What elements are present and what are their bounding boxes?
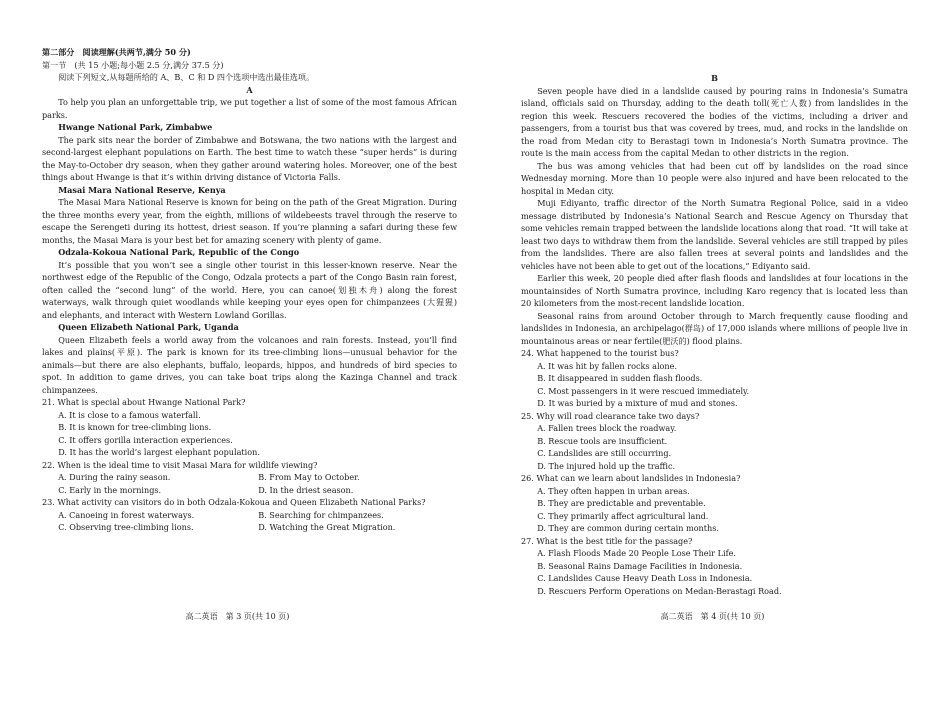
park-title: Queen Elizabeth National Park, Uganda — [58, 322, 239, 332]
park-title: Odzala-Kokoua National Park, Republic of the Congo — [58, 247, 300, 257]
option: B. It is known for tree-climbing lions. — [58, 422, 212, 432]
right-page — [475, 0, 950, 717]
option: A. It is close to a famous waterfall. — [58, 409, 201, 420]
option: A. Canoeing in forest waterways. — [58, 509, 195, 520]
instruction: 阅读下列短文,从每题所给的 A、B、C 和 D 四个选项中选出最佳选项。 — [58, 72, 315, 82]
options-grid — [58, 509, 457, 534]
option: B. Rescue tools are insufficient. — [537, 435, 668, 446]
option: B. Searching for chimpanzees. — [258, 509, 384, 520]
park-text: The park sits near the border of Zimbabwe and Botswana, the two nations with the largest and second-largest elephant populations on Earth. The best time to watch these “super herds” is during the May-to-October dry season, when they gather around watering holes. Moreover, one of the best things about Hwange is that it’s within driving distance of Victoria Falls. — [42, 134, 457, 182]
options-grid — [58, 471, 457, 496]
park-text: Queen Elizabeth feels a world away from the volcanoes and rain forests. Instead, you’ll find lakes and plains(平原). The park is known for its tree-climbing lions—unusual behavior for the animals—but there are also elephants, buffalo, leopards, hippos, and hundreds of bird species to spot. In addition to game drives, you can take boat trips along the Kazinga Channel and track chimpanzees. — [42, 334, 457, 395]
park-title: Hwange National Park, Zimbabwe — [58, 122, 213, 132]
option: B. It disappeared in sudden flash floods. — [537, 373, 703, 383]
option: D. It has the world’s largest elephant population. — [58, 447, 260, 457]
passage-b-paragraph: Seasonal rains from around October through to March frequently cause flooding and landslides in Indonesia, an archipelago(群岛) of 17,000 islands where millions of people live in mountainous areas or near fertile(肥沃的) flood plains. — [521, 310, 908, 346]
question-23: 23. What activity can visitors do in both Odzala-Kokoua and Queen Elizabeth National Parks? — [42, 497, 426, 507]
question-21: 21. What is special about Hwange National Park? — [42, 397, 246, 407]
section-a-label: A — [246, 84, 253, 95]
passage-a-intro: To help you plan an unforgettable trip, we put together a list of some of the most famous African parks. — [42, 97, 457, 120]
option: C. Landslides are still occurring. — [537, 448, 672, 458]
option: D. In the driest season. — [258, 484, 354, 495]
option: C. They primarily affect agricultural land. — [537, 510, 709, 521]
question-25: 25. Why will road clearance take two days? — [521, 410, 700, 421]
option: A. They often happen in urban areas. — [537, 485, 690, 496]
option: B. They are predictable and preventable. — [537, 498, 706, 508]
question-24: 24. What happened to the tourist bus? — [521, 348, 679, 358]
passage-b-paragraph: Muji Ediyanto, traffic director of the North Sumatra Regional Police, said in a video message distributed by Indonesia’s National Search and Rescue Agency on Thursday that some vehicles remain trapped between the landslide locations along that road. “It will take at least two days to withdraw them from the landslide. Several vehicles are still trapped by piles from the landslides. There are also fallen trees at several points and landslides and the vehicles have not been able to get out of the locations,” Ediyanto said. — [521, 198, 908, 271]
option: D. They are common during certain months. — [537, 523, 719, 533]
passage-b-paragraph: The bus was among vehicles that had been cut off by landslides on the road since Wednesday morning. More than 10 people were also injured and have been relocated to the hospital in Medan city. — [521, 160, 908, 196]
option: B. From May to October. — [258, 472, 360, 482]
passage-b-paragraph: Seven people have died in a landslide caused by pouring rains in Indonesia’s Sumatra island, officials said on Thursday, adding to the death toll(死亡人数) from landslides in the region this week. Rescuers recovered the bodies of the victims, including a driver and passengers, from a tourist bus that was covered by trees, mud, and rocks in the landslide on the road from Medan city to Berastagi town in Indonesia’s North Sumatra province. The route is the main access from the capital Medan to other districts in the region. — [521, 85, 908, 158]
part-two-header: 第二部分 阅读理解(共两节,满分 50 分) — [42, 47, 191, 57]
option: A. During the rainy season. — [58, 472, 171, 482]
option: C. Landslides Cause Heavy Death Loss in Indonesia. — [537, 573, 753, 583]
option: A. Flash Floods Made 20 People Lose Their Life. — [537, 548, 736, 558]
question-22: 22. When is the ideal time to visit Masai Mara for wildlife viewing? — [42, 459, 318, 470]
park-title: Masai Mara National Reserve, Kenya — [58, 184, 226, 195]
option: C. Observing tree-climbing lions. — [58, 522, 194, 532]
page-footer: 高二英语 第 3 页(共 10 页) — [185, 611, 290, 621]
option: C. It offers gorilla interaction experiences. — [58, 434, 233, 445]
option: D. Watching the Great Migration. — [258, 522, 396, 532]
question-27: 27. What is the best title for the passage? — [521, 535, 693, 546]
option: C. Most passengers in it were rescued immediately. — [537, 385, 750, 396]
section-one-header: 第一节 (共 15 小题;每小题 2.5 分,满分 37.5 分) — [42, 59, 224, 70]
park-text: The Masai Mara National Reserve is known for being on the path of the Great Migration. During the three months every year, from the eighth, millions of wildebeests travel through the reserve to escape the Serengeti during its hottest, driest season. If you’re planning a safari during these few months, the Masai Mara is your best bet for amazing scenery with plenty of game. — [42, 197, 457, 245]
option: D. The injured hold up the traffic. — [537, 460, 676, 471]
section-b-label: B — [711, 73, 718, 83]
option: A. It was hit by fallen rocks alone. — [537, 360, 677, 371]
option: C. Early in the mornings. — [58, 484, 162, 495]
option: D. It was buried by a mixture of mud and stones. — [537, 398, 738, 408]
park-text: It’s possible that you won’t see a single other tourist in this lesser-known reserve. Near the northwest edge of the Republic of the Congo, Odzala protects a part of the Congo Basin rain forest, often called the “second lung” of the world. Here, you can canoe(划独木舟) along the forest waterways, walk through quiet woodlands while keeping your eyes open for chimpanzees (大猩猩) and elephants, and interact with Western Lowland Gorillas. — [42, 259, 457, 320]
option: B. Seasonal Rains Damage Facilities in Indonesia. — [537, 560, 743, 571]
option: A. Fallen trees block the roadway. — [537, 423, 677, 433]
question-26: 26. What can we learn about landslides in Indonesia? — [521, 473, 741, 483]
option: D. Rescuers Perform Operations on Medan-Berastagi Road. — [537, 585, 782, 596]
passage-b-paragraph: Earlier this week, 20 people died after flash floods and landslides at four locations in the mountainsides of North Sumatra province, including Karo regency that is located less than 20 kilometers from the most-recent landslide location. — [521, 273, 908, 308]
page-footer: 高二英语 第 4 页(共 10 页) — [660, 611, 765, 621]
